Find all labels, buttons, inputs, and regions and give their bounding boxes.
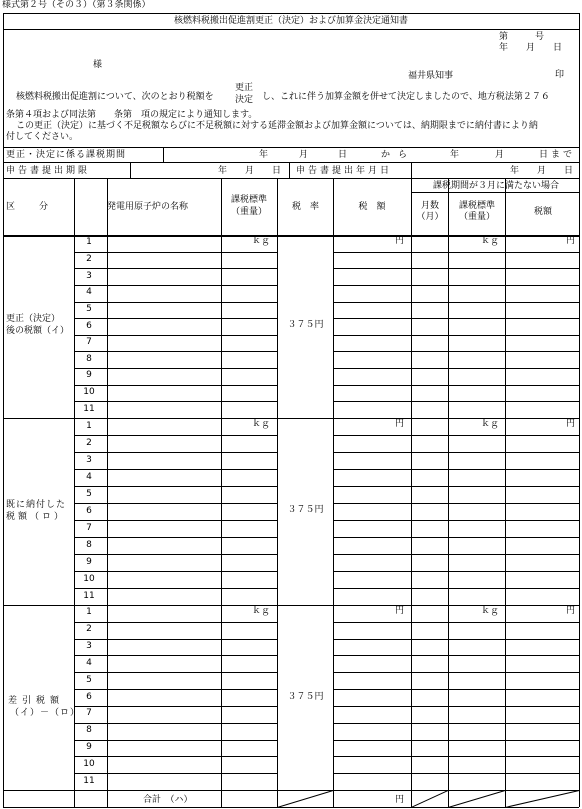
rule-line <box>333 773 579 774</box>
filing-deadline-label: 申告書提出期限 <box>6 166 91 176</box>
rule-line <box>333 622 579 623</box>
rule-line <box>333 469 579 470</box>
unit-yen: 円 <box>395 606 405 616</box>
body-stack-bottom: 決定 <box>235 95 254 105</box>
row-number: 3 <box>86 641 92 651</box>
section-1-rate: ３７５円 <box>287 320 324 330</box>
rule-line <box>3 790 579 791</box>
rule-line <box>74 503 277 504</box>
rule-line <box>74 318 277 319</box>
rule-line <box>74 335 277 336</box>
row-number: 2 <box>86 254 92 264</box>
header-tax-base-2: （重量） <box>230 207 267 217</box>
row-number: 10 <box>83 759 95 769</box>
rule-line <box>130 162 131 178</box>
rule-line <box>74 588 277 589</box>
section-3-label-1: 差引税額 <box>8 696 65 706</box>
body-line-1b: し、これに伴う加算金額を併せて決定しましたので、地方税法第２７６ <box>262 92 550 102</box>
header-tax-amount: 税 額 <box>358 202 386 212</box>
rule-line <box>333 756 579 757</box>
body-stack-top: 更正 <box>235 83 254 93</box>
row-number: 8 <box>86 725 92 735</box>
rule-line <box>74 252 277 253</box>
row-number: 3 <box>86 271 92 281</box>
row-number: 10 <box>83 574 95 584</box>
unit-kg: ｋｇ <box>481 419 500 429</box>
row-number: 9 <box>86 742 92 752</box>
rule-line <box>277 178 278 807</box>
rule-line <box>107 178 108 807</box>
row-number: 5 <box>86 304 92 314</box>
rule-line <box>333 335 579 336</box>
unit-kg: ｋｇ <box>481 236 500 246</box>
filing-submitted-date: 年 月 日 <box>510 166 574 176</box>
body-line-1a: 核燃料税搬出促進割について、次のとおり税額を <box>16 92 214 102</box>
row-number: 7 <box>86 337 92 347</box>
row-number: 9 <box>86 370 92 380</box>
row-number: 6 <box>86 692 92 702</box>
header-sub-base-2: （重量） <box>458 212 495 222</box>
rule-line <box>333 268 579 269</box>
rule-line <box>74 401 277 402</box>
addressee-suffix: 様 <box>93 60 103 70</box>
number-label: 第 号 <box>499 32 545 42</box>
rule-line <box>74 706 277 707</box>
rule-line <box>221 178 222 807</box>
rule-line <box>74 639 277 640</box>
rule-line <box>74 351 277 352</box>
period-month: 月 <box>299 150 309 160</box>
row-number: 3 <box>86 455 92 465</box>
form-label: 様式第２号（その３）（第３条関係） <box>2 0 151 10</box>
diagonal-strike <box>411 790 448 808</box>
period-until: 日まで <box>539 150 576 160</box>
rule-line <box>74 268 277 269</box>
header-under-3-months: 課税期間が３月に満たない場合 <box>432 181 559 191</box>
rule-line <box>333 318 579 319</box>
header-sub-base-1: 課税標準 <box>458 201 495 211</box>
rule-line <box>411 178 412 807</box>
rule-line <box>74 285 277 286</box>
rule-line <box>3 147 579 148</box>
diagonal-strike <box>448 790 505 808</box>
rule-line <box>333 368 579 369</box>
row-number: 11 <box>83 404 95 414</box>
document-title: 核燃料税搬出促進割更正（決定）および加算金決定通知書 <box>173 16 408 26</box>
total-label: 合計 （ハ） <box>143 795 193 805</box>
header-tax-rate: 税 率 <box>291 202 319 212</box>
rule-line <box>333 385 579 386</box>
header-months-1: 月数 <box>420 201 439 211</box>
unit-kg: ｋｇ <box>252 606 271 616</box>
issuer-name: 福井県知事 <box>408 71 454 81</box>
rule-line <box>74 486 277 487</box>
rule-line <box>3 13 579 14</box>
rule-line <box>74 554 277 555</box>
rule-line <box>74 469 277 470</box>
rule-line <box>333 554 579 555</box>
rule-line <box>163 147 164 162</box>
rule-line <box>3 29 579 30</box>
row-number: 1 <box>86 237 92 247</box>
rule-line <box>448 178 449 807</box>
section-2-rate: ３７５円 <box>287 505 324 515</box>
rule-line <box>333 285 579 286</box>
row-number: 7 <box>86 708 92 718</box>
row-number: 8 <box>86 354 92 364</box>
period-day: 日 <box>338 150 348 160</box>
rule-line <box>74 385 277 386</box>
unit-kg: ｋｇ <box>481 606 500 616</box>
rule-line <box>74 537 277 538</box>
section-2-label-1: 既に納付した <box>6 500 67 510</box>
rule-line <box>74 756 277 757</box>
body-line-3: この更正（決定）に基づく不足税額ならびに不足税額に対する延滞金額および加算金額については、納期限までに納付書により納 <box>16 121 538 131</box>
body-line-4: 付してください。 <box>6 132 79 142</box>
row-number: 9 <box>86 557 92 567</box>
rule-line <box>74 622 277 623</box>
rule-line <box>333 571 579 572</box>
unit-yen: 円 <box>395 419 405 429</box>
issue-date-label: 年 月 日 <box>499 43 563 53</box>
rule-line <box>3 807 579 808</box>
rule-line <box>505 178 506 807</box>
header-sub-amount: 税額 <box>533 207 552 217</box>
row-number: 10 <box>83 387 95 397</box>
total-yen-unit: 円 <box>395 795 405 805</box>
section-1-label-2: 後の税額（イ） <box>6 326 70 336</box>
rule-line <box>333 588 579 589</box>
unit-kg: ｋｇ <box>252 236 271 246</box>
rule-line <box>333 639 579 640</box>
row-number: 4 <box>86 472 92 482</box>
rule-line <box>333 537 579 538</box>
unit-yen: 円 <box>395 236 405 246</box>
rule-line <box>333 351 579 352</box>
rule-line <box>333 486 579 487</box>
rule-line <box>579 13 580 807</box>
row-number: 5 <box>86 489 92 499</box>
row-number: 8 <box>86 540 92 550</box>
rule-line <box>411 192 579 193</box>
period-year-2: 年 <box>450 150 460 160</box>
row-number: 6 <box>86 321 92 331</box>
rule-line <box>74 655 277 656</box>
seal-mark: 印 <box>555 70 565 80</box>
period-from: から <box>381 150 416 160</box>
diagonal-strike <box>505 790 579 808</box>
row-number: 11 <box>83 776 95 786</box>
row-number: 5 <box>86 675 92 685</box>
rule-line <box>333 520 579 521</box>
rule-line <box>74 740 277 741</box>
rule-line <box>333 178 334 807</box>
filing-deadline-date: 年 月 日 <box>218 166 282 176</box>
rule-line <box>333 252 579 253</box>
header-category: 区 分 <box>6 202 51 212</box>
rule-line <box>74 773 277 774</box>
rule-line <box>3 162 579 163</box>
header-tax-base-1: 課税標準 <box>230 195 267 205</box>
unit-yen: 円 <box>566 419 576 429</box>
row-number: 11 <box>83 591 95 601</box>
rule-line <box>333 452 579 453</box>
row-number: 1 <box>86 421 92 431</box>
section-1-label-1: 更正（決定） <box>6 314 61 324</box>
section-3-label-2: （イ）－（ロ） <box>10 708 81 718</box>
unit-kg: ｋｇ <box>252 419 271 429</box>
rule-line <box>74 571 277 572</box>
diagonal-strike <box>277 790 333 808</box>
rule-line <box>333 740 579 741</box>
section-2-label-2: 税額（ロ） <box>6 512 67 522</box>
rule-line <box>74 723 277 724</box>
rule-line <box>333 401 579 402</box>
rule-line <box>74 689 277 690</box>
row-number: 7 <box>86 523 92 533</box>
period-month-2: 月 <box>495 150 505 160</box>
rule-line <box>333 302 579 303</box>
row-number: 4 <box>86 658 92 668</box>
header-months-2: （月） <box>416 212 444 222</box>
period-label: 更正・決定に係る課税期間 <box>6 150 127 160</box>
filing-submitted-label: 申告書提出年月日 <box>296 166 393 176</box>
row-number: 1 <box>86 607 92 617</box>
unit-yen: 円 <box>566 606 576 616</box>
row-number: 6 <box>86 506 92 516</box>
header-reactor-name: 発電用原子炉の名称 <box>106 202 188 212</box>
rule-line <box>333 689 579 690</box>
rule-line <box>333 723 579 724</box>
rule-line <box>74 672 277 673</box>
rule-line <box>289 162 290 178</box>
rule-line <box>333 672 579 673</box>
rule-line <box>74 435 277 436</box>
rule-line <box>74 452 277 453</box>
rule-line <box>74 368 277 369</box>
rule-line <box>333 706 579 707</box>
rule-line <box>3 13 4 807</box>
rule-line <box>333 655 579 656</box>
period-year: 年 <box>259 150 269 160</box>
row-number: 4 <box>86 287 92 297</box>
unit-yen: 円 <box>566 236 576 246</box>
rule-line <box>333 435 579 436</box>
rule-line <box>74 520 277 521</box>
body-line-2: 条第４項および同法第 条第 項の規定により通知します。 <box>6 110 258 120</box>
row-number: 2 <box>86 624 92 634</box>
rule-line <box>3 178 579 179</box>
section-3-rate: ３７５円 <box>287 692 324 702</box>
rule-line <box>333 503 579 504</box>
row-number: 2 <box>86 438 92 448</box>
rule-line <box>74 302 277 303</box>
